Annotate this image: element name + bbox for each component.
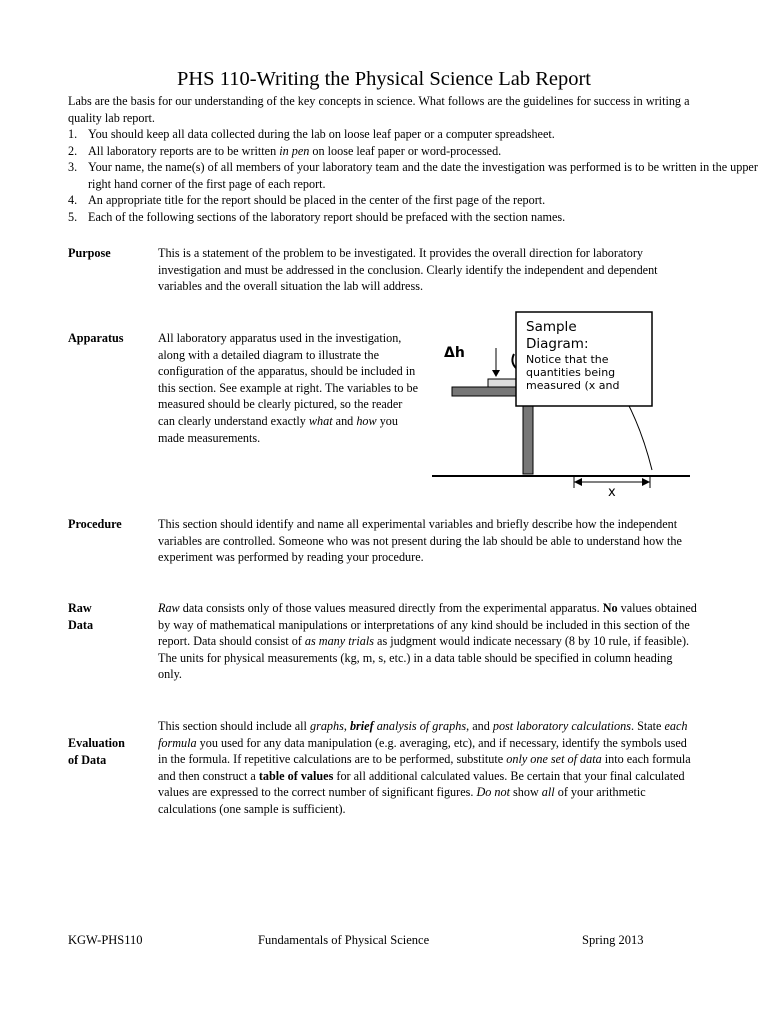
procedure-heading: Procedure	[68, 517, 122, 531]
apparatus-heading: Apparatus	[68, 331, 124, 345]
delta-h-arrow	[492, 370, 500, 377]
callout-title: Sample	[526, 319, 577, 335]
footer-left: KGW-PHS110	[68, 933, 143, 947]
table-leg	[523, 396, 533, 474]
evaluation-heading: Evaluation of Data	[68, 736, 125, 767]
purpose-heading: Purpose	[68, 246, 111, 260]
footer-center: Fundamentals of Physical Science	[258, 933, 430, 947]
x-label: x	[608, 485, 616, 500]
x-arrow-right	[642, 478, 650, 486]
delta-h-label: Δh	[444, 345, 465, 361]
guidelines-list	[68, 126, 758, 226]
footer-right: Spring 2013	[582, 933, 644, 947]
raw-data-heading: Raw Data	[68, 601, 94, 632]
list-item: 1. You should keep all data collected during the lab on loose leaf paper or a computer spreadsheet.	[68, 127, 555, 141]
callout-note: quantities being	[526, 366, 616, 379]
callout-note: measured (x and	[526, 379, 620, 392]
sample-diagram	[430, 310, 694, 500]
launch-block	[488, 379, 518, 387]
list-item: 4. An appropriate title for the report should be placed in the center of the first page of the report.	[68, 193, 546, 208]
apparatus-body: All laboratory apparatus used in the investigation, along with a detailed diagram to illustrate the configuration of the apparatus, should be included in this section. See example at right. The variables to be measured should be clearly pictured, so the reader can clearly understand exactly what and how you made measurements.	[158, 331, 419, 445]
callout-note: Notice that the	[526, 353, 609, 366]
purpose-body: This is a statement of the problem to be investigated. It provides the overall direction for laboratory investigation and must be addressed in the conclusion. Clearly identify the independent and dependent variables and the overall situation the lab will address.	[158, 246, 658, 294]
list-item: 2. All laboratory reports are to be written in pen on loose leaf paper or word-processed.	[68, 143, 502, 158]
trajectory-curve	[626, 400, 652, 470]
raw-data-body: Raw data consists only of those values measured directly from the experimental apparatus. No values obtained by way of mathematical manipulations or interpretations of any kind should be included in this section of the report. Data should consist of as many trials as judgment would indicate necessary (8 by 10 rule, if feasible). The units for physical measurements (kg, m, s, etc.) in a data table should be specified in column heading only.	[158, 601, 697, 682]
page-title: PHS 110-Writing the Physical Science Lab Report	[176, 68, 592, 90]
x-arrow-left	[574, 478, 582, 486]
intro-paragraph: Labs are the basis for our understanding of the key concepts in science. What follows are the guidelines for success in writing a quality lab report.	[68, 94, 690, 125]
list-item: 3. Your name, the name(s) of all members of your laboratory team and the date the investigation was performed is to be written in the upper right hand corner of the first page of each report.	[68, 160, 758, 191]
evaluation-body: This section should include all graphs, brief analysis of graphs, and post laboratory calculations. State each formula you used for any data manipulation (e.g. averaging, etc), and if necessary, identify the symbols used in the formula. If repetitive calculations are to be performed, substitute only one set of data into each formula and then construct a table of values for all additional calculated values. Be certain that your final calculated values are expressed to the correct number of significant figures. Do not show all of your arithmetic calculations (one sample is sufficient).	[158, 719, 691, 816]
procedure-body: This section should identify and name all experimental variables and briefly describe how the independent variables are controlled. Someone who was not present during the lab should be able to understand how the experiment was performed by reading your procedure.	[158, 517, 682, 565]
callout-title-2: Diagram:	[526, 336, 589, 352]
list-item: 5. Each of the following sections of the laboratory report should be prefaced with the section names.	[68, 209, 566, 224]
